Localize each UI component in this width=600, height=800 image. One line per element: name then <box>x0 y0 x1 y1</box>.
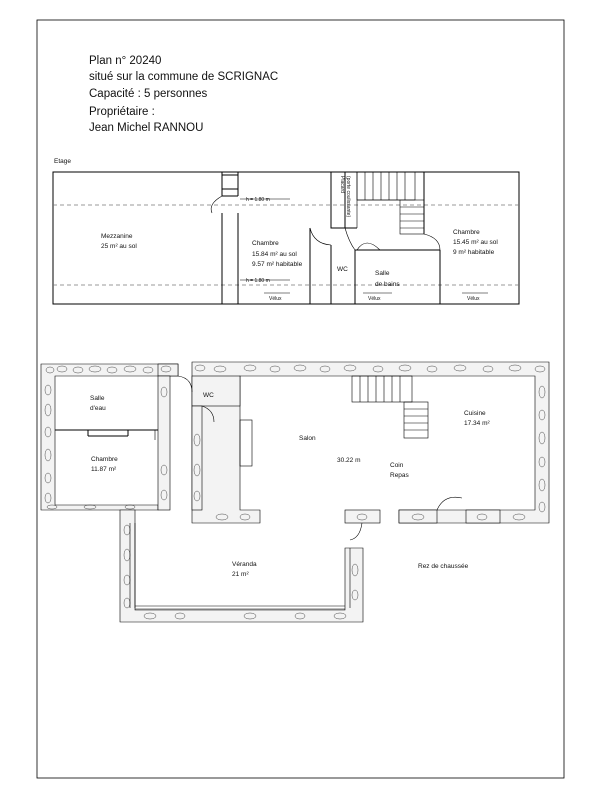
cuisine-area: 17.34 m² <box>464 420 490 427</box>
veranda-area: 21 m² <box>232 571 249 578</box>
cuisine-name: Cuisine <box>464 410 486 417</box>
etage-title: Etage <box>54 158 71 165</box>
placard-label: Placard <box>339 176 345 193</box>
rdc-main-stone-wall <box>192 362 549 523</box>
etage-height-top: h = 1.80 m <box>246 197 270 203</box>
velux-3: Vélux <box>467 296 480 302</box>
salon-label: Salon <box>299 435 316 442</box>
rdc-chambre-name: Chambre <box>91 456 118 463</box>
velux-1: Vélux <box>269 296 282 302</box>
salle-eau-line2: d'eau <box>90 405 106 412</box>
veranda-name: Véranda <box>232 561 257 568</box>
coin-repas-line2: Repas <box>390 472 409 479</box>
chambre1-name: Chambre <box>252 240 279 247</box>
chambre2-name: Chambre <box>453 229 480 236</box>
rdc-left-stone-wall <box>41 364 178 510</box>
chambre2-area: 15.45 m² au sol <box>453 239 498 246</box>
mezzanine-name: Mezzanine <box>101 233 133 240</box>
salle-bains-line1: Salle <box>375 270 390 277</box>
etage-height-bottom: h = 1.80 m <box>246 278 270 284</box>
rdc-title: Rez de chaussée <box>418 563 469 570</box>
etage-stair <box>357 172 424 234</box>
etage-plan <box>53 158 519 304</box>
chambre1-area: 15.84 m² au sol <box>252 251 297 258</box>
placard-note: (porte coulissante) <box>345 176 351 218</box>
chambre1-habitable: 9.57 m² habitable <box>252 261 303 268</box>
rdc-plan <box>41 362 549 622</box>
chambre2-habitable: 9 m² habitable <box>453 249 495 256</box>
salle-bains-line2: de bains <box>375 281 400 288</box>
etage-wc-label: WC <box>337 266 348 273</box>
rdc-stair <box>352 376 428 438</box>
mezzanine-area: 25 m² au sol <box>101 243 137 250</box>
capacity: Capacité : 5 personnes <box>89 88 208 100</box>
owner-name: Jean Michel RANNOU <box>89 122 204 134</box>
salon-area: 30.22 m <box>337 457 361 464</box>
rdc-wc-label: WC <box>203 392 214 399</box>
coin-repas-line1: Coin <box>390 462 404 469</box>
commune: situé sur la commune de SCRIGNAC <box>89 71 279 83</box>
plan-number: Plan n° 20240 <box>89 55 162 67</box>
velux-2: Vélux <box>368 296 381 302</box>
salle-eau-line1: Salle <box>90 395 105 402</box>
fireplace <box>240 420 252 466</box>
rdc-chambre-area: 11.87 m² <box>91 466 117 473</box>
owner-label: Propriétaire : <box>89 106 155 118</box>
